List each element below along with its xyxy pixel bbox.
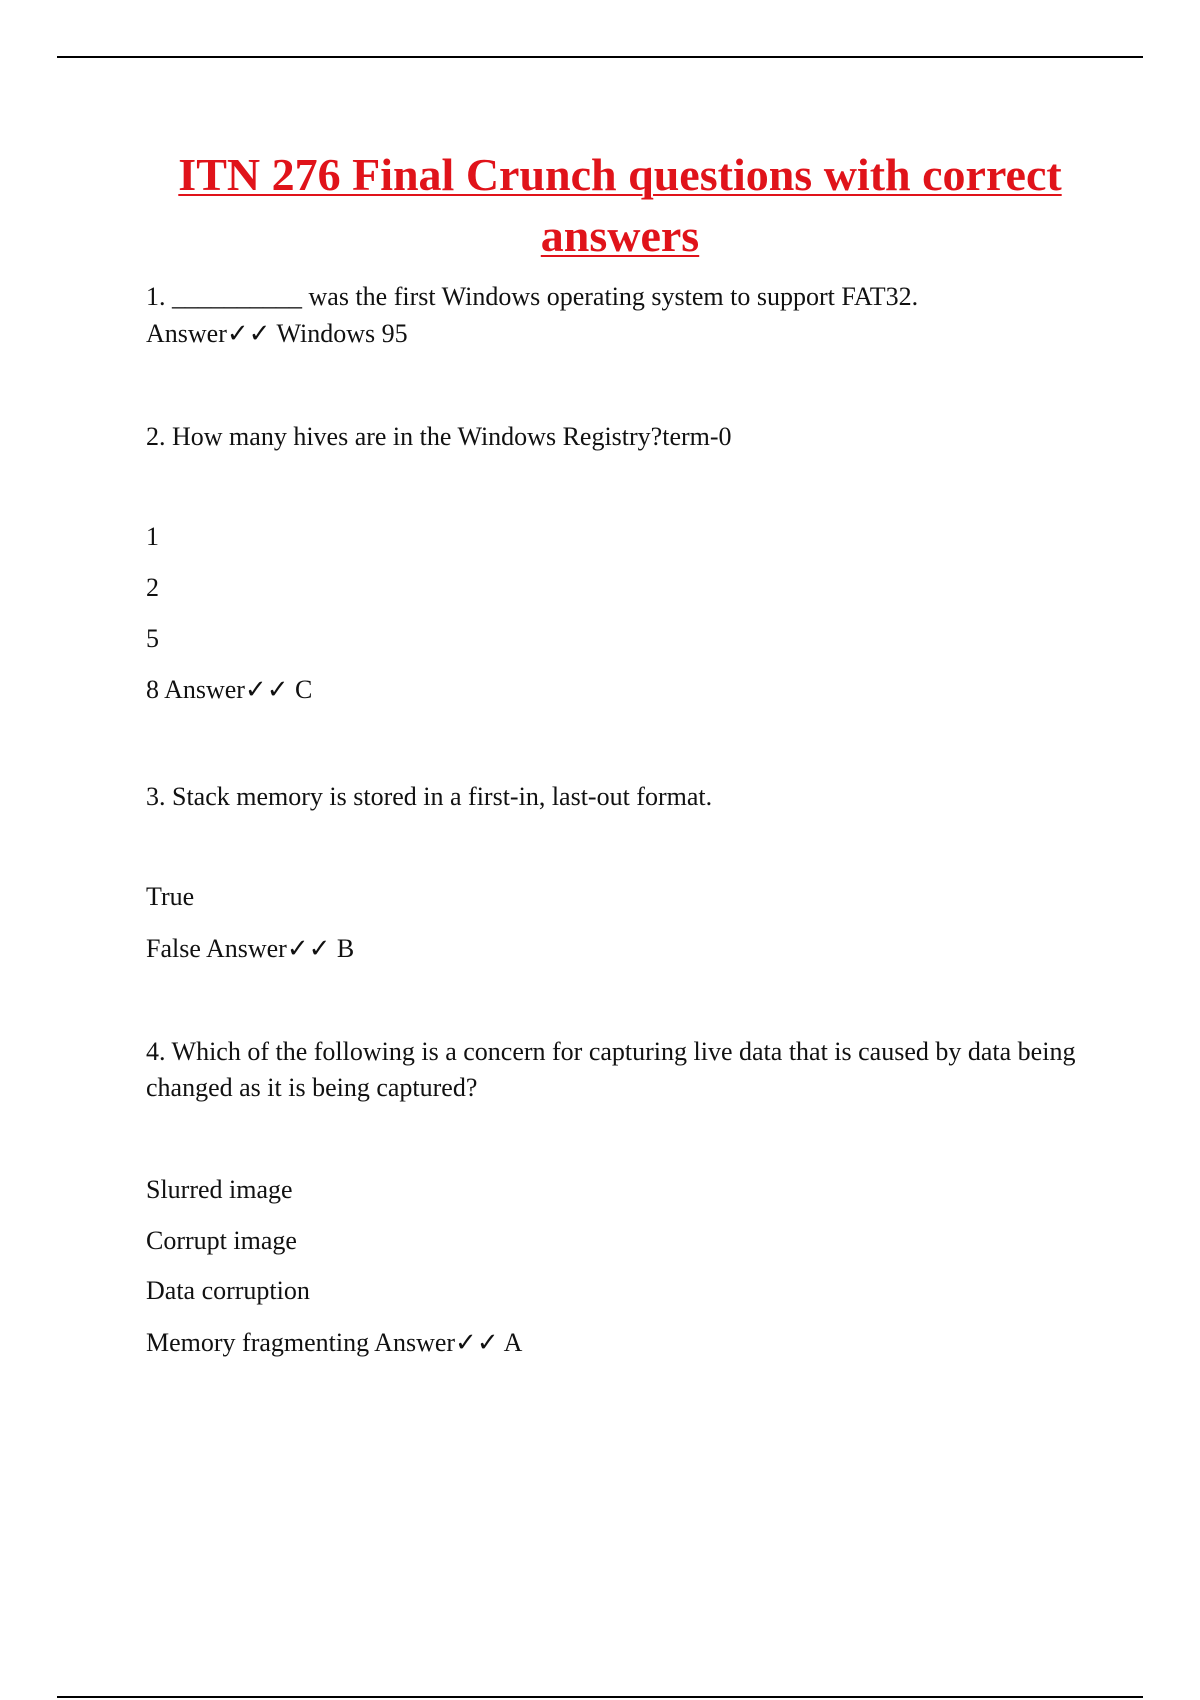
question-2-option: 2	[146, 573, 159, 602]
question-2-option: 5	[146, 624, 159, 653]
bottom-rule	[57, 1696, 1143, 1698]
question-3-text: 3. Stack memory is stored in a first-in, last-out format.	[146, 782, 713, 811]
question-4-option: Corrupt image	[146, 1226, 297, 1255]
question-3-option-answer: False Answer✓✓ B	[146, 934, 355, 963]
question-1-text: 1. __________ was the first Windows operating system to support FAT32.	[146, 282, 919, 311]
question-2-option: 1	[146, 522, 159, 551]
question-4-text: 4. Which of the following is a concern for capturing live data that is caused by data being changed as it is being captured?	[146, 1037, 1076, 1102]
question-3-option: True	[146, 882, 195, 911]
question-4-option-answer: Memory fragmenting Answer✓✓ A	[146, 1328, 523, 1357]
document-title: ITN 276 Final Crunch questions with correct answers	[178, 149, 1062, 261]
question-4-option: Slurred image	[146, 1175, 293, 1204]
question-2-text: 2. How many hives are in the Windows Registry?term-0	[146, 422, 732, 451]
question-4-option: Data corruption	[146, 1276, 310, 1305]
question-1-answer: Answer✓✓ Windows 95	[146, 319, 408, 348]
question-2-option-answer: 8 Answer✓✓ C	[146, 675, 313, 704]
top-rule	[57, 56, 1143, 58]
